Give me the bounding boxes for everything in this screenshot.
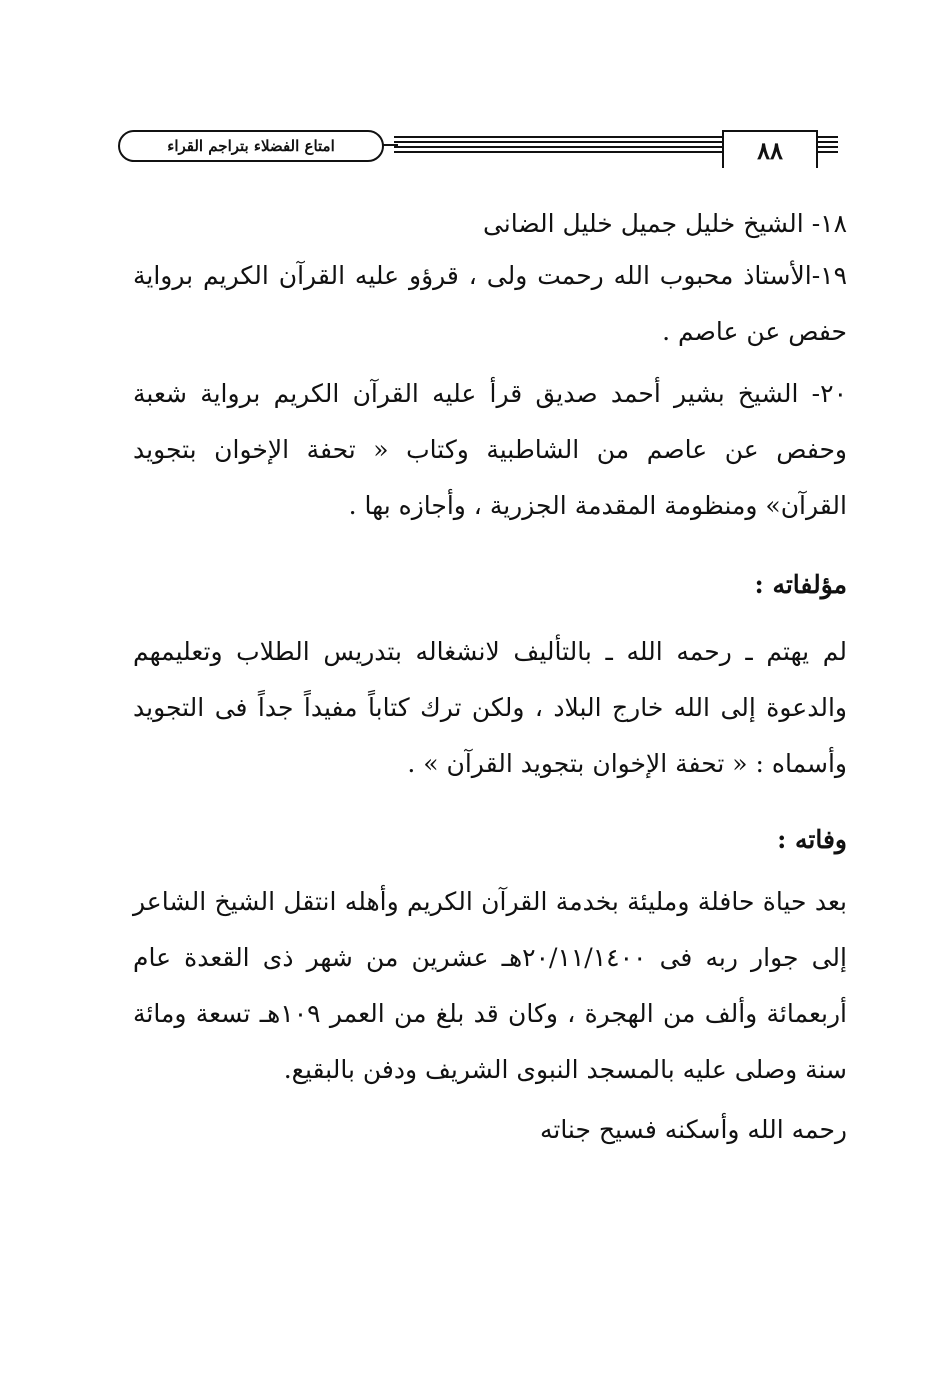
book-title: امتاع الفضلاء بتراجم القراء <box>118 130 384 162</box>
closing-prayer: رحمه الله وأسكنه فسيح جناته <box>539 1115 847 1144</box>
death-heading: وفاته : <box>777 825 847 854</box>
works-paragraph: لم يهتم ـ رحمه الله ـ بالتأليف لانشغاله بتدريس الطلاب وتعليمهم والدعوة إلى الله خارج البلاد ، ولكن ترك كتاباً مفيداً جداً فى التجويد وأسماه : « تحفة الإخوان بتجويد القرآن » . <box>133 637 847 778</box>
death-paragraph: بعد حياة حافلة ومليئة بخدمة القرآن الكريم وأهله انتقل الشيخ الشاعر إلى جوار ربه فى ٢٠/١١/١٤٠٠هـ عشرين من شهر ذى القعدة عام أربعمائة وألف من الهجرة ، وكان قد بلغ من العمر ١٠٩هـ تسعة ومائة سنة وصلى عليه بالمسجد النبوى الشريف ودفن بالبقيع. <box>133 887 847 1084</box>
page-header <box>118 127 854 167</box>
works-heading: مؤلفاته : <box>754 570 847 599</box>
student-item-20: ٢٠- الشيخ بشير أحمد صديق قرأ عليه القرآن الكريم برواية شعبة وحفص عن عاصم من الشاطبية وكتاب « تحفة الإخوان بتجويد القرآن» ومنظومة المقدمة الجزرية ، وأجازه بها . <box>133 379 847 520</box>
student-item-19: ١٩-الأستاذ محبوب الله رحمت ولى ، قرؤو عليه القرآن الكريم برواية حفص عن عاصم . <box>133 261 847 346</box>
page-number: ٨٨ <box>722 130 818 168</box>
student-item-18: ١٨- الشيخ خليل جميل خليل الضانى <box>482 209 847 238</box>
